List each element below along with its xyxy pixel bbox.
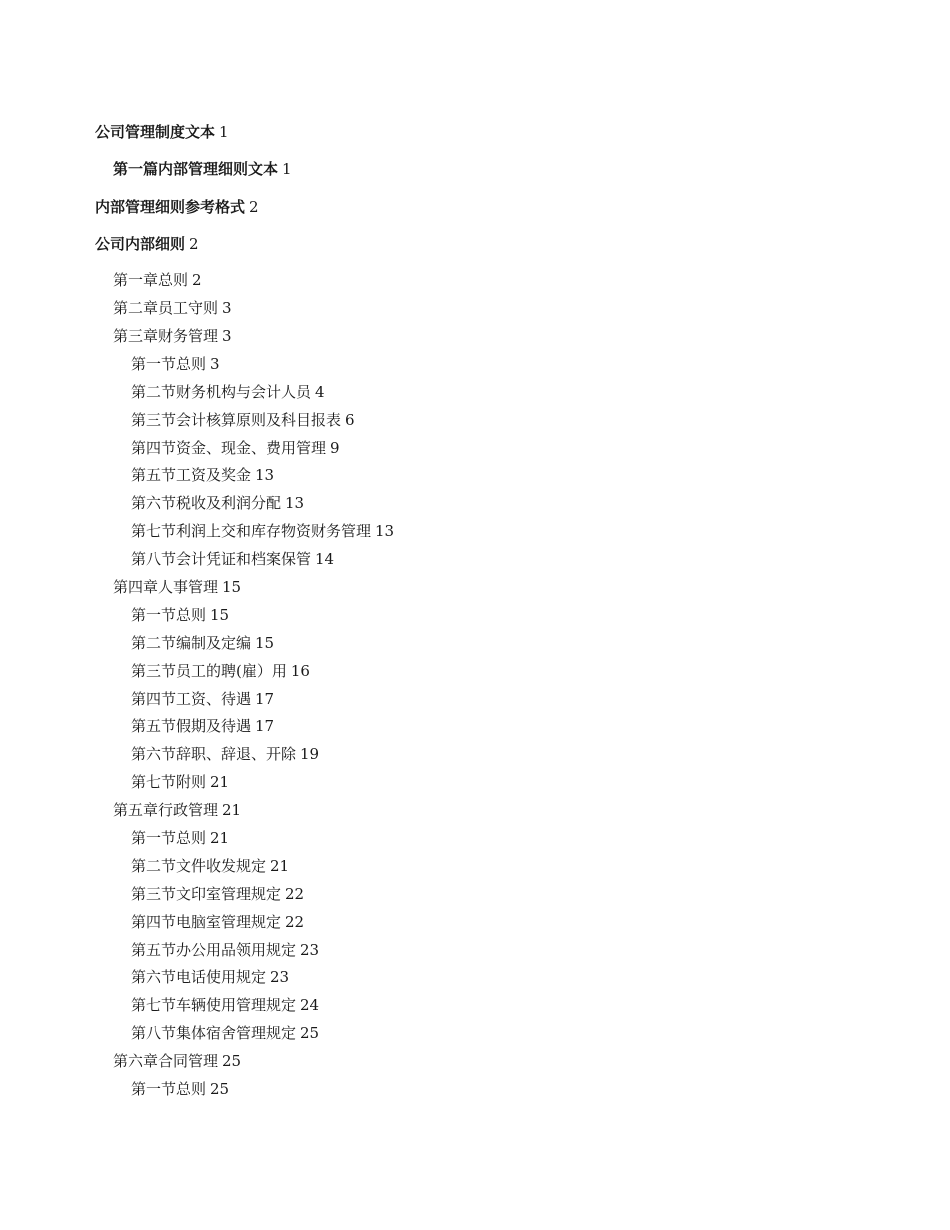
toc-entry[interactable] <box>95 407 895 435</box>
toc-entry[interactable] <box>95 323 895 351</box>
toc-entry-page: 6 <box>345 410 355 429</box>
toc-entry-page: 24 <box>300 996 320 1015</box>
toc-entry-title: 第八节集体宿舍管理规定 <box>131 1024 297 1043</box>
toc-entry[interactable] <box>95 518 895 546</box>
toc-entry[interactable] <box>95 546 895 574</box>
toc-entry-title: 第七节附则 <box>131 773 207 792</box>
toc-entry[interactable] <box>95 267 895 295</box>
toc-entry-page: 2 <box>192 271 202 290</box>
toc-entry-title: 第一节总则 <box>131 605 207 624</box>
toc-entry-page: 22 <box>285 884 305 903</box>
toc-entry-title: 第八节会计凭证和档案保管 <box>131 550 312 569</box>
toc-entry-title: 第四节工资、待遇 <box>131 689 252 708</box>
toc-entry-title: 第六节辞职、辞退、开除 <box>131 745 297 764</box>
toc-entry-title: 第三节文印室管理规定 <box>131 884 282 903</box>
toc-entry[interactable] <box>95 992 895 1020</box>
toc-entry[interactable] <box>95 574 895 602</box>
toc-entry-page: 25 <box>222 1052 242 1071</box>
toc-entry-page: 1 <box>219 123 229 141</box>
toc-entry-title: 第七节利润上交和库存物资财务管理 <box>131 522 372 541</box>
toc-entry[interactable] <box>95 630 895 658</box>
toc-entry[interactable] <box>95 379 895 407</box>
toc-entry[interactable] <box>95 909 895 937</box>
toc-entry[interactable] <box>95 741 895 769</box>
toc-entry-page: 25 <box>300 1024 320 1043</box>
toc-entry-title: 第六节电话使用规定 <box>131 968 267 987</box>
toc-entry-page: 15 <box>222 577 242 596</box>
toc-entry[interactable] <box>95 193 895 230</box>
toc-entry-title: 第五章行政管理 <box>113 801 219 820</box>
toc-entry-title: 第一篇内部管理细则文本 <box>113 160 279 179</box>
toc-entry-page: 13 <box>285 494 305 513</box>
toc-entry-title: 公司内部细则 <box>95 234 186 253</box>
toc-entry[interactable] <box>95 964 895 992</box>
toc-entry-page: 1 <box>282 160 292 179</box>
toc-entry-page: 3 <box>222 326 232 345</box>
toc-entry-title: 第五节工资及奖金 <box>131 466 252 485</box>
toc-entry-title: 第一节总则 <box>131 1080 207 1099</box>
toc-entry-page: 21 <box>210 829 230 847</box>
toc-entry[interactable] <box>95 295 895 323</box>
toc-entry[interactable] <box>95 797 895 825</box>
toc-entry-page: 2 <box>189 234 199 253</box>
toc-entry-title: 第四节资金、现金、费用管理 <box>131 438 327 457</box>
table-of-contents <box>95 118 895 1104</box>
toc-entry[interactable] <box>95 462 895 490</box>
toc-entry-page: 17 <box>255 689 275 708</box>
toc-entry-page: 21 <box>210 773 230 792</box>
toc-entry-title: 第一节总则 <box>131 354 207 373</box>
toc-entry-page: 16 <box>290 661 310 680</box>
toc-entry-title: 内部管理细则参考格式 <box>95 197 246 216</box>
toc-entry-page: 3 <box>222 299 232 318</box>
toc-entry[interactable] <box>95 769 895 797</box>
toc-entry[interactable] <box>95 937 895 965</box>
toc-entry[interactable] <box>95 1020 895 1048</box>
toc-entry-page: 22 <box>285 912 305 931</box>
toc-entry-page: 23 <box>270 968 290 987</box>
toc-entry-title: 第五节办公用品领用规定 <box>131 940 297 959</box>
toc-entry[interactable] <box>95 351 895 379</box>
toc-entry-page: 13 <box>255 466 275 485</box>
toc-entry-page: 9 <box>330 438 340 457</box>
toc-entry-page: 25 <box>210 1080 230 1099</box>
toc-entry[interactable] <box>95 435 895 463</box>
toc-entry[interactable] <box>95 230 895 267</box>
toc-entry-page: 15 <box>255 633 275 652</box>
toc-entry-page: 19 <box>300 745 320 764</box>
toc-entry-title: 第五节假期及待遇 <box>131 717 252 736</box>
toc-entry[interactable] <box>95 686 895 714</box>
toc-entry-page: 15 <box>210 605 230 624</box>
toc-entry-page: 23 <box>300 940 320 959</box>
toc-entry-page: 21 <box>270 856 290 875</box>
toc-entry[interactable] <box>95 881 895 909</box>
toc-entry-title: 第二章员工守则 <box>113 299 219 318</box>
toc-entry-page: 3 <box>210 354 220 373</box>
toc-entry-page: 4 <box>315 382 325 401</box>
toc-entry-page: 2 <box>249 197 259 216</box>
toc-entry-title: 第二节财务机构与会计人员 <box>131 382 312 401</box>
toc-entry-title: 第四节电脑室管理规定 <box>131 912 282 931</box>
toc-entry-title: 公司管理制度文本 <box>95 123 216 141</box>
toc-entry[interactable] <box>95 825 895 853</box>
toc-entry-title: 第三节员工的聘(雇）用 <box>131 661 287 680</box>
toc-entry-title: 第三节会计核算原则及科目报表 <box>131 410 342 429</box>
toc-entry-page: 14 <box>315 550 335 569</box>
toc-entry-title: 第一章总则 <box>113 271 189 290</box>
toc-entry[interactable] <box>95 658 895 686</box>
toc-entry[interactable] <box>95 118 895 155</box>
toc-entry[interactable] <box>95 1048 895 1076</box>
toc-entry-title: 第三章财务管理 <box>113 326 219 345</box>
toc-entry-title: 第二节编制及定编 <box>131 633 252 652</box>
toc-entry[interactable] <box>95 602 895 630</box>
toc-entry-title: 第六节税收及利润分配 <box>131 494 282 513</box>
toc-entry[interactable] <box>95 155 895 192</box>
toc-entry-page: 13 <box>375 522 395 541</box>
toc-entry-title: 第七节车辆使用管理规定 <box>131 996 297 1015</box>
toc-entry-title: 第一节总则 <box>131 829 207 847</box>
toc-entry-title: 第四章人事管理 <box>113 577 219 596</box>
toc-entry[interactable] <box>95 1076 895 1104</box>
toc-entry[interactable] <box>95 490 895 518</box>
toc-entry[interactable] <box>95 853 895 881</box>
toc-entry[interactable] <box>95 713 895 741</box>
toc-entry-page: 21 <box>222 801 242 820</box>
toc-entry-title: 第六章合同管理 <box>113 1052 219 1071</box>
toc-entry-page: 17 <box>255 717 275 736</box>
toc-entry-title: 第二节文件收发规定 <box>131 856 267 875</box>
